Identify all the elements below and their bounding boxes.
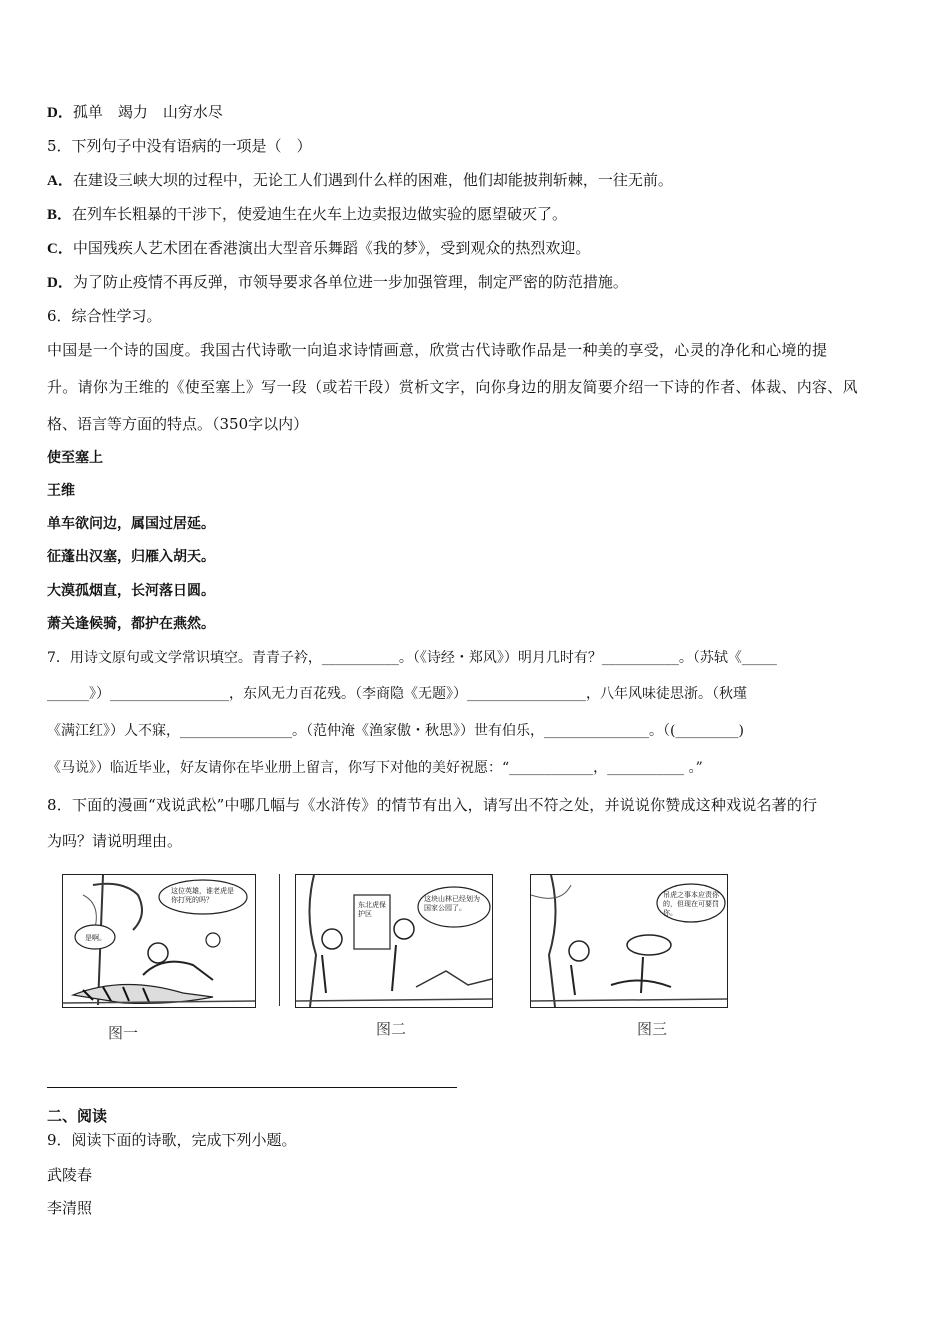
option-text: 中国残疾人艺术团在香港演出大型音乐舞蹈《我的梦》，受到观众的热烈欢迎。	[72, 239, 591, 257]
q5-option-c	[47, 238, 590, 259]
option-text: 在列车长粗暴的干涉下，使爱迪生在火车上边卖报边做实验的愿望破灭了。	[72, 205, 568, 223]
option-letter: C．	[47, 241, 73, 257]
question-8-line-2: 为吗？请说明理由。	[47, 832, 183, 850]
poem-title: 使至塞上	[47, 450, 103, 466]
q6-paragraph-2: 升。请你为王维的《使至塞上》写一段（或若干段）赏析文字，向你身边的朋友简要介绍一下诗的作者、体裁、内容、风	[47, 378, 858, 396]
option-letter: B．	[47, 207, 73, 223]
question-7-line-1: 7．用诗文原句或文学常识填空。青青子衿，___________。（《诗经・郑风》）明月几时有？___________。（苏轼《_____	[47, 650, 777, 666]
poem-line-3: 大漠孤烟直，长河落日圆。	[47, 583, 215, 599]
option-text: 在建设三峡大坝的过程中，无论工人们遇到什么样的困难，他们却能披荆斩棘，一往无前。	[72, 171, 673, 189]
q6-paragraph-3: 格、语言等方面的特点。（350字以内）	[47, 415, 309, 433]
panel-2-sign-text: 东北虎保护区	[358, 901, 386, 918]
comic-panel-2	[295, 874, 493, 1008]
question-7-line-2: ______》）_________________，东风无力百花残。（李商隐《无题》）_________________，八年风味徒思浙。（秋瑾	[47, 686, 747, 702]
panel-1-bubble-text: 这位英雄，谁老虎是你打死的吗？	[171, 887, 234, 904]
question-7-line-4: 《马说》）临近毕业，好友请你在毕业册上留言，你写下对他的美好祝愿：“____________，___________ 。”	[47, 760, 703, 776]
poem2-author: 李清照	[47, 1199, 93, 1217]
comic-divider	[279, 874, 280, 1006]
option-letter: A．	[47, 173, 73, 189]
caption-figure-3: 图三	[637, 1020, 668, 1038]
poem-line-4: 萧关逢候骑，都护在燕然。	[47, 616, 215, 632]
panel-2-bubble-text: 这块山林已经划为国家公园了。	[424, 895, 480, 912]
poem-author: 王维	[47, 483, 75, 499]
comic-panel-1	[62, 874, 256, 1008]
q5-option-a	[47, 170, 673, 191]
caption-figure-1: 图一	[108, 1024, 139, 1042]
q5-option-d	[47, 272, 628, 293]
question-8-line-1: 8．下面的漫画“戏说武松”中哪几幅与《水浒传》的情节有出入，请写出不符之处，并说说你赞成这种戏说名著的行	[47, 796, 818, 814]
section-2-heading: 二、阅读	[47, 1107, 108, 1125]
question-6: 6．综合性学习。	[47, 307, 162, 325]
option-text: 孤单 竭力 山穷水尽	[72, 103, 223, 121]
question-5: 5．下列句子中没有语病的一项是（ ）	[47, 137, 312, 155]
q6-paragraph-1: 中国是一个诗的国度。我国古代诗歌一向追求诗情画意，欣赏古代诗歌作品是一种美的享受，心灵的净化和心境的提	[47, 341, 828, 359]
section-divider	[47, 1087, 457, 1088]
question-9: 9．阅读下面的诗歌，完成下列小题。	[47, 1131, 297, 1149]
poem2-title: 武陵春	[47, 1166, 93, 1184]
option-letter: D．	[47, 275, 73, 291]
question-7-line-3: 《满江红》）人不寐，________________。（范仲淹《渔家傲・秋思》）世有伯乐，_______________。（(_________)	[47, 723, 744, 739]
poem-line-1: 单车欲问边，属国过居延。	[47, 516, 215, 532]
poem-line-2: 征蓬出汉塞，归雁入胡天。	[47, 549, 215, 565]
comic-panel-3	[530, 874, 728, 1008]
option-text: 为了防止疫情不再反弹，市领导要求各单位进一步加强管理，制定严密的防范措施。	[72, 273, 628, 291]
caption-figure-2: 图二	[376, 1020, 407, 1038]
q5-option-b	[47, 204, 567, 225]
panel-1-reply-text: 是啊。	[85, 934, 106, 942]
option-d-prev	[47, 102, 223, 123]
panel-3-bubble-text: 吊虎之事本应责你的，但现在可要罚你。	[663, 891, 719, 917]
option-letter: D．	[47, 105, 73, 121]
